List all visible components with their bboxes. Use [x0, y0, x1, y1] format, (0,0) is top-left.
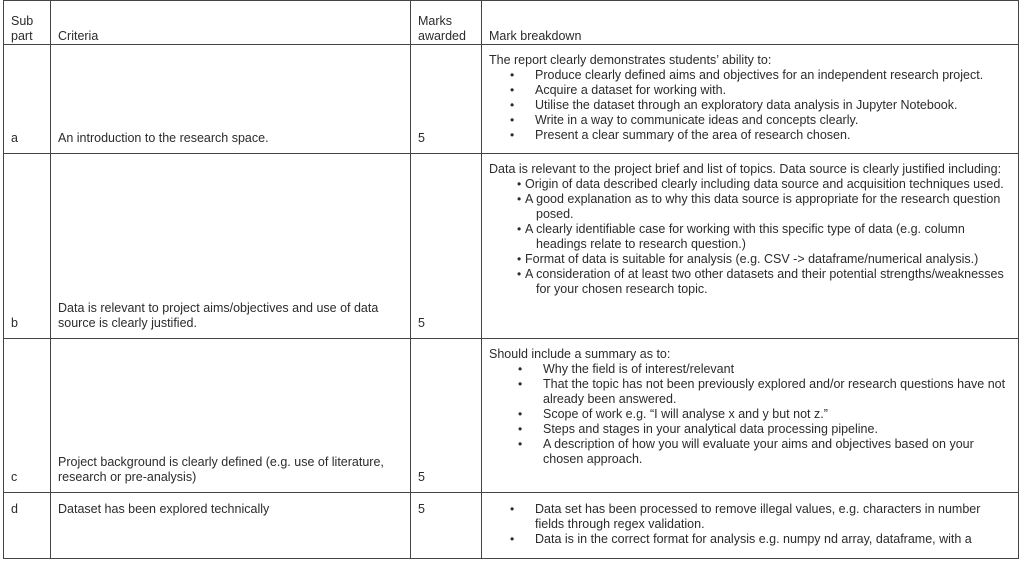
criteria-cell: Project background is clearly defined (e.g. use of literature, research or pre-analysis) — [51, 339, 411, 493]
rubric-table — [3, 0, 1019, 559]
breakdown-cell — [482, 45, 1019, 154]
marks-cell: 5 — [411, 493, 482, 559]
marks-cell: 5 — [411, 154, 482, 339]
list-item: • Origin of data described clearly including data source and acquisition techniques used. — [489, 177, 1011, 192]
table-row — [4, 45, 1019, 154]
list-item: • Why the field is of interest/relevant — [489, 362, 1011, 377]
breakdown-list — [489, 502, 1011, 547]
criteria-cell: An introduction to the research space. — [51, 45, 411, 154]
list-item: • A clearly identifiable case for working with this specific type of data (e.g. column headings relate to research question.) — [489, 222, 1011, 252]
list-item: • Utilise the dataset through an exploratory data analysis in Jupyter Notebook. — [489, 98, 1011, 113]
header-marks-awarded: Marks awarded — [411, 1, 482, 45]
list-item: • Data set has been processed to remove illegal values, e.g. characters in number fields through regex validation. — [489, 502, 1011, 532]
list-item: • Data is in the correct format for analysis e.g. numpy nd array, dataframe, with a — [489, 532, 1011, 547]
list-item: • Produce clearly defined aims and objectives for an independent research project. — [489, 68, 1011, 83]
sub-part-cell: d — [4, 493, 51, 559]
sub-part-cell: c — [4, 339, 51, 493]
table-row — [4, 493, 1019, 559]
header-row — [4, 1, 1019, 45]
criteria-cell: Data is relevant to project aims/objectives and use of data source is clearly justified. — [51, 154, 411, 339]
list-item: • Write in a way to communicate ideas and concepts clearly. — [489, 113, 1011, 128]
breakdown-intro: The report clearly demonstrates students’ ability to: — [489, 53, 772, 67]
table-row — [4, 154, 1019, 339]
list-item: • Format of data is suitable for analysis (e.g. CSV -> dataframe/numerical analysis.) — [489, 252, 1011, 267]
breakdown-list — [489, 362, 1011, 467]
header-sub-part: Sub part — [4, 1, 51, 45]
breakdown-intro: Data is relevant to the project brief and list of topics. Data source is clearly justified including: — [489, 162, 1002, 176]
breakdown-intro: Should include a summary as to: — [489, 347, 671, 361]
breakdown-list — [489, 68, 1011, 143]
list-item: • A description of how you will evaluate your aims and objectives based on your chosen approach. — [489, 437, 1011, 467]
list-item: • Scope of work e.g. “I will analyse x and y but not z.” — [489, 407, 1011, 422]
marks-cell: 5 — [411, 45, 482, 154]
list-item: • Acquire a dataset for working with. — [489, 83, 1011, 98]
criteria-cell: Dataset has been explored technically — [51, 493, 411, 559]
list-item: • Present a clear summary of the area of research chosen. — [489, 128, 1011, 143]
list-item: • A good explanation as to why this data source is appropriate for the research question posed. — [489, 192, 1011, 222]
list-item: • Steps and stages in your analytical data processing pipeline. — [489, 422, 1011, 437]
sub-part-cell: a — [4, 45, 51, 154]
sub-part-cell: b — [4, 154, 51, 339]
list-item: • A consideration of at least two other datasets and their potential strengths/weaknesses for your chosen research topic. — [489, 267, 1011, 297]
breakdown-list — [489, 177, 1011, 297]
list-item: • That the topic has not been previously explored and/or research questions have not already been answered. — [489, 377, 1011, 407]
breakdown-cell — [482, 339, 1019, 493]
marks-cell: 5 — [411, 339, 482, 493]
table-row — [4, 339, 1019, 493]
header-mark-breakdown: Mark breakdown — [482, 1, 1019, 45]
header-criteria: Criteria — [51, 1, 411, 45]
breakdown-cell — [482, 154, 1019, 339]
breakdown-cell — [482, 493, 1019, 559]
